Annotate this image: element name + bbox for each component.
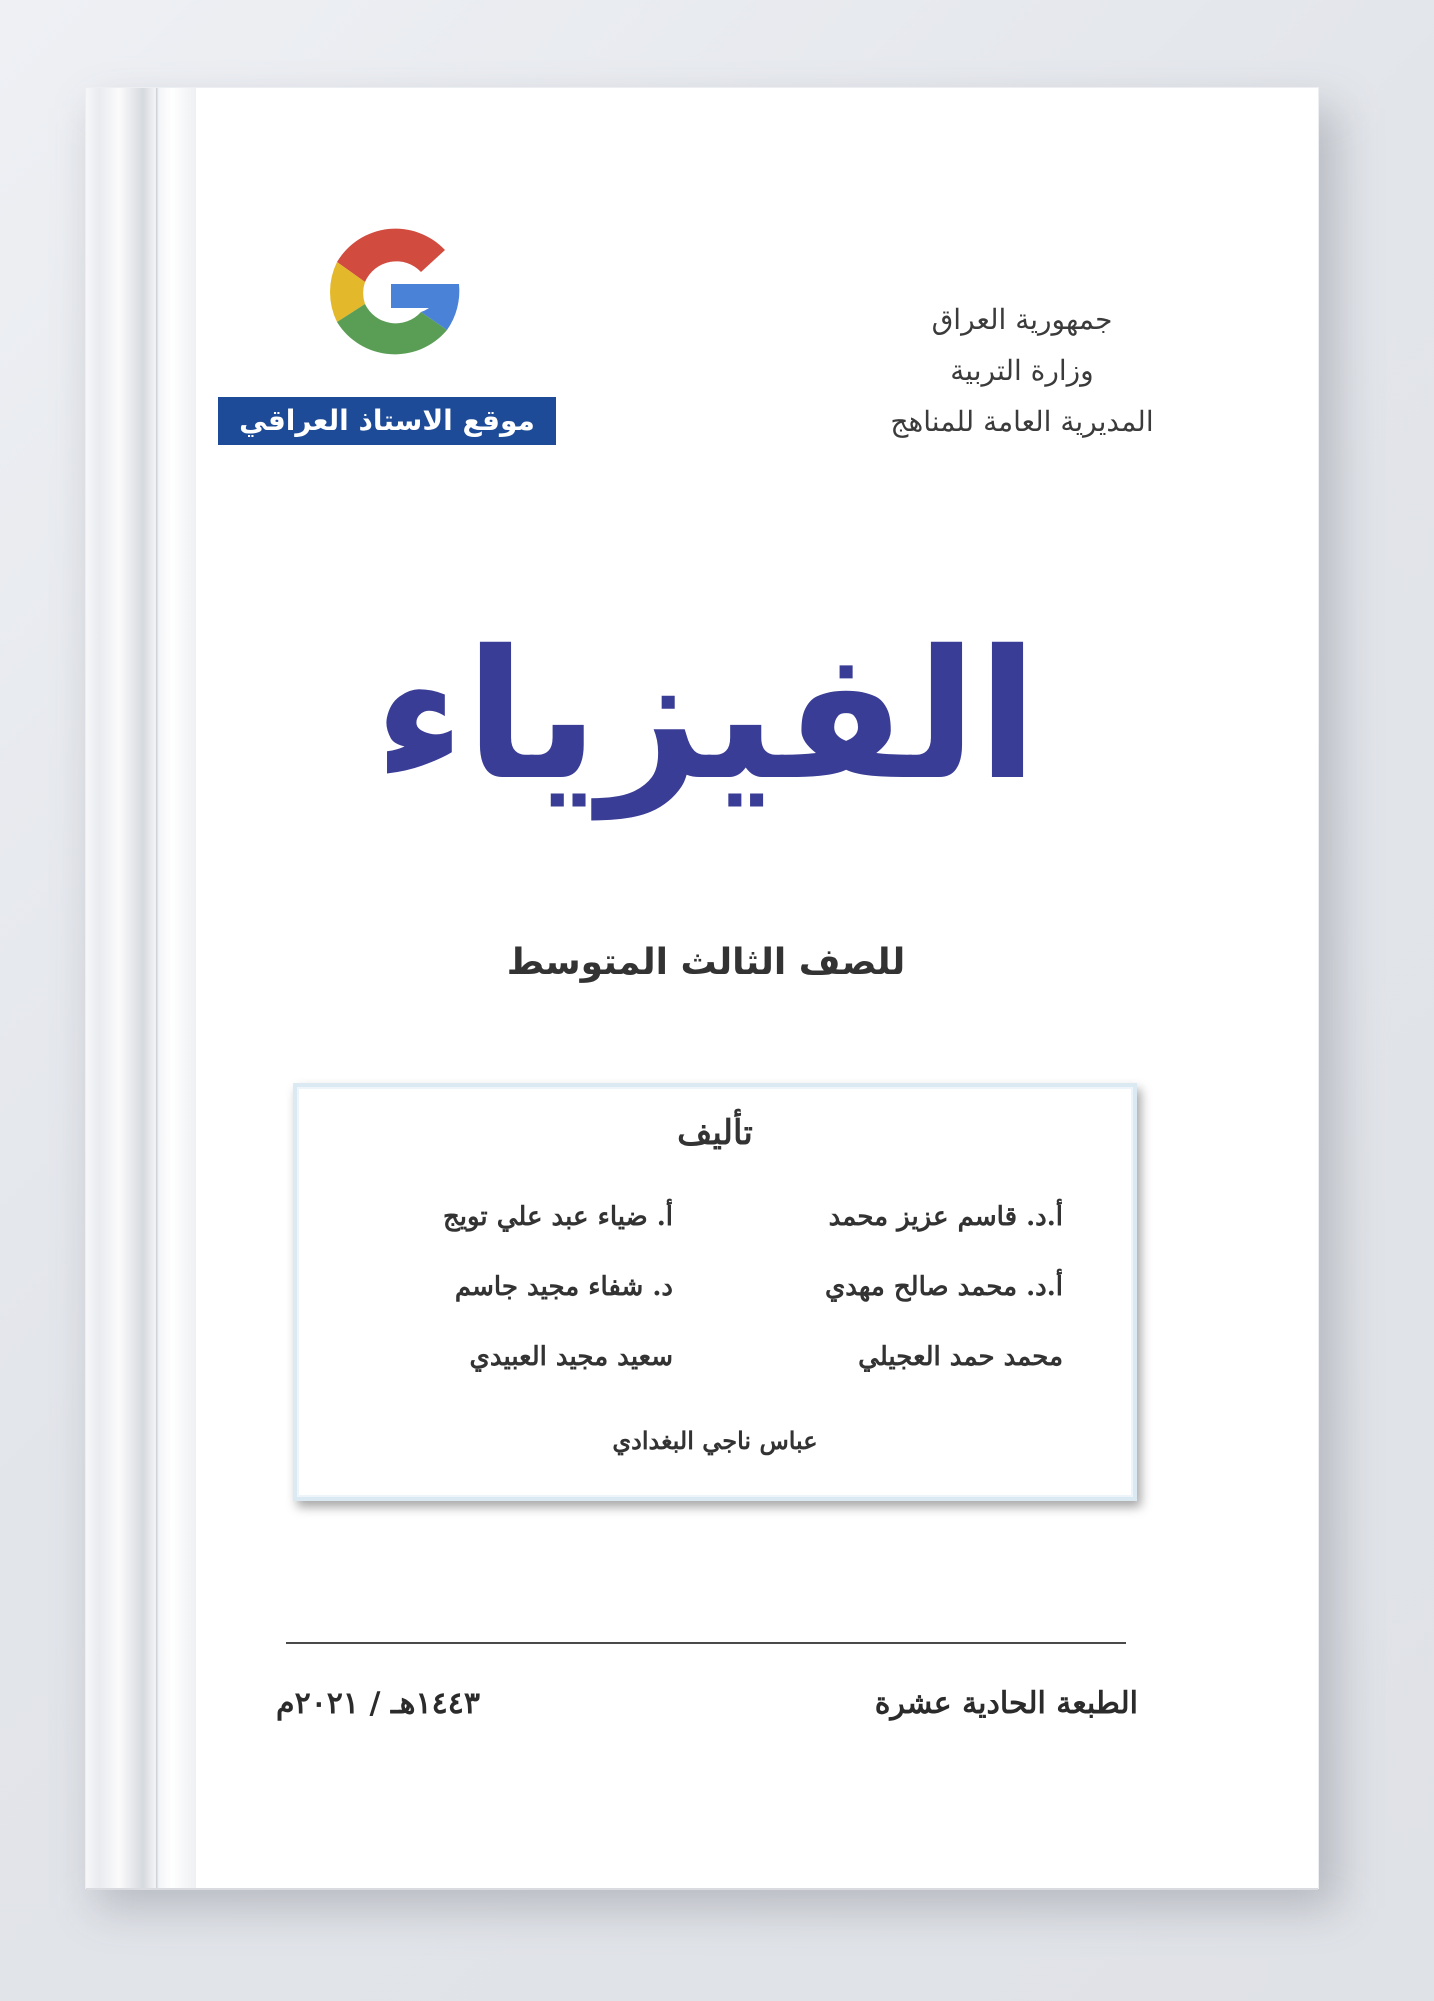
book-spine xyxy=(86,88,196,1888)
header-line-country: جمهورية العراق xyxy=(931,303,1113,336)
author-name: أ.د. قاسم عزيز محمد xyxy=(828,1202,1063,1232)
author-name: سعيد مجيد العبيدي xyxy=(469,1342,673,1372)
book-title: الفيزياء xyxy=(373,612,1039,819)
author-name: د. شفاء مجيد جاسم xyxy=(454,1272,673,1302)
author-name: محمد حمد العجيلي xyxy=(858,1342,1063,1372)
author-name: عباس ناجي البغدادي xyxy=(612,1426,818,1455)
edition-label: الطبعة الحادية عشرة xyxy=(874,1686,1138,1721)
footer-divider xyxy=(286,1642,1126,1644)
header-line-ministry: وزارة التربية xyxy=(950,354,1094,387)
author-name: أ.د. محمد صالح مهدي xyxy=(824,1272,1063,1302)
publication-year: ١٤٤٣هـ / ٢٠٢١م xyxy=(276,1686,480,1721)
authors-heading: تأليف xyxy=(677,1113,753,1153)
site-label: موقع الاستاذ العراقي xyxy=(218,397,556,445)
authors-box xyxy=(293,1083,1137,1501)
author-name: أ. ضياء عبد علي تويج xyxy=(442,1202,673,1232)
header-line-directorate: المديرية العامة للمناهج xyxy=(890,405,1154,438)
book-cover xyxy=(86,88,1318,1888)
book-subtitle: للصف الثالث المتوسط xyxy=(506,942,906,983)
spine-crease xyxy=(156,88,159,1888)
google-g-icon xyxy=(311,212,471,372)
ministry-header xyxy=(862,294,1182,447)
